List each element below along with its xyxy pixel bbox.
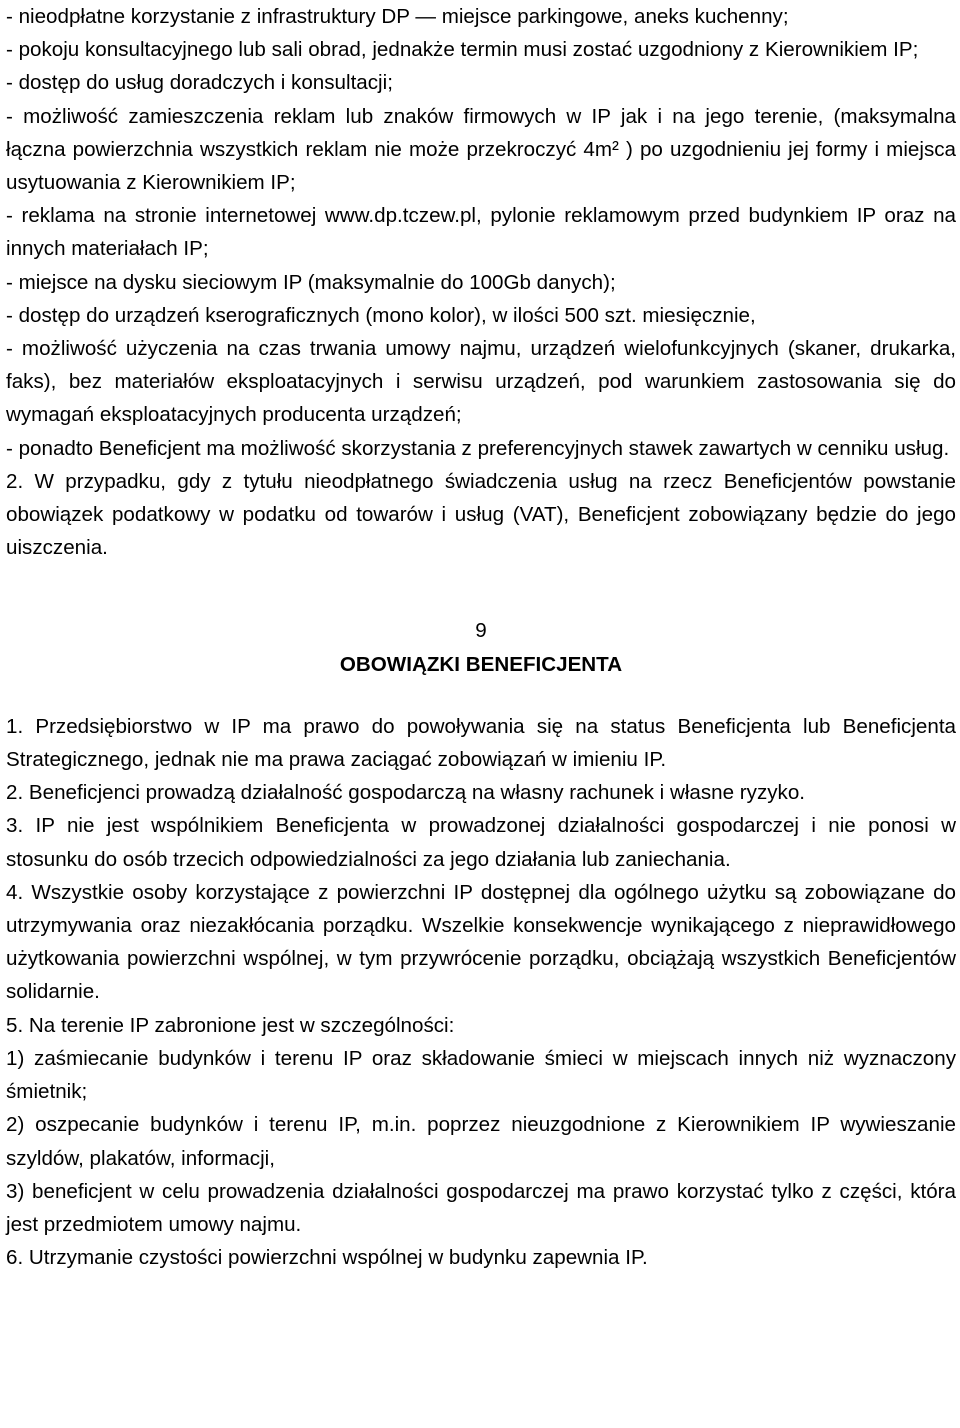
- section-number: [6, 614, 956, 647]
- paragraph-vat-obligation: 2. W przypadku, gdy z tytułu nieodpłatnego świadczenia usług na rzecz Beneficjentów powstanie obowiązek podatkowy w podatku od towarów i usług (VAT), Beneficjent zobowiązany będzie do jego uiszczenia.: [6, 469, 956, 560]
- paragraph-preferential-rates: - ponadto Beneficjent ma możliwość skorzystania z preferencyjnych stawek zawartych w cenniku usług.: [6, 436, 950, 460]
- paragraph-consultation-room: - pokoju konsultacyjnego lub sali obrad, jednakże termin musi zostać uzgodniony z Kierownikiem IP;: [6, 38, 919, 62]
- paragraph-not-partner: 3. IP nie jest wspólnikiem Beneficjenta w prowadzonej działalności gospodarczej i nie ponosi w stosunku do osób trzecich odpowiedzialności za jego działania lub zaniechania.: [6, 814, 956, 871]
- paragraph-cleanliness: 6. Utrzymanie czystości powierzchni wspólnej w budynku zapewnia IP.: [6, 1246, 648, 1270]
- paragraph-network-disk: - miejsce na dysku sieciowym IP (maksymalnie do 100Gb danych);: [6, 270, 616, 294]
- paragraph-infrastructure: - nieodpłatne korzystanie z infrastruktury DP — miejsce parkingowe, aneks kuchenny;: [6, 5, 789, 28]
- list-item-littering: 1) zaśmiecanie budynków i terenu IP oraz składowanie śmieci w miejscach innych niż wyznaczony śmietnik;: [6, 1046, 956, 1104]
- section-sign-number: 9: [475, 619, 487, 643]
- paragraph-own-account: 2. Beneficjenci prowadzą działalność gospodarczą na własny rachunek i własne ryzyko.: [6, 781, 806, 805]
- list-item-defacing: 2) oszpecanie budynków i terenu IP, m.in. poprzez nieuzgodnione z Kierownikiem IP wywieszanie szyldów, plakatów, informacji,: [6, 1113, 956, 1170]
- section-title: OBOWIĄZKI BENEFICJENTA: [339, 652, 623, 676]
- paragraph-website-advertising: - reklama na stronie internetowej www.dp.tczew.pl, pylonie reklamowym przed budynkiem IP oraz na innych materiałach IP;: [6, 204, 956, 261]
- paragraph-advertising-placement: - możliwość zamieszczenia reklam lub znaków firmowych w IP jak i na jego terenie, (maksymalna łączna powierzchnia wszystkich reklam nie może przekroczyć 4m² ) po uzgodnieniu jej formy i miejsca usytuowania z Kierownikiem IP;: [6, 104, 956, 195]
- list-item-rented-area: 3) beneficjent w celu prowadzenia działalności gospodarczej ma prawo korzystać tylko z części, która jest przedmiotem umowy najmu.: [6, 1179, 956, 1236]
- paragraph-status-claim: 1. Przedsiębiorstwo w IP ma prawo do powoływania się na status Beneficjenta lub Beneficjenta Strategicznego, jednak nie ma prawa zaciągać zobowiązań w imieniu IP.: [6, 714, 956, 772]
- paragraph-multifunction-devices: - możliwość użyczenia na czas trwania umowy najmu, urządzeń wielofunkcyjnych (skaner, drukarka, faks), bez materiałów eksploatacyjnych i serwisu urządzeń, pod warunkiem zastosowania się do wymagań eksploatacyjnych producenta urządzeń;: [6, 337, 956, 427]
- document-page: [6, 0, 956, 1274]
- paragraph-order-maintenance: 4. Wszystkie osoby korzystające z powierzchni IP dostępnej dla ogólnego użytku są zobowiązane do utrzymywania oraz niezakłócania porządku. Wszelkie konsekwencje wynikającego z nieprawidłowego użytkowania powierzchni wspólnej, w tym przywrócenie porządku, obciążają wszystkich Beneficjentów solidarnie.: [6, 880, 956, 1004]
- paragraph-prohibitions-intro: 5. Na terenie IP zabronione jest w szczególności:: [6, 1013, 455, 1037]
- paragraph-advisory-services: - dostęp do usług doradczych i konsultacji;: [6, 71, 393, 95]
- paragraph-copiers: - dostęp do urządzeń kserograficznych (mono kolor), w ilości 500 szt. miesięcznie,: [6, 303, 756, 327]
